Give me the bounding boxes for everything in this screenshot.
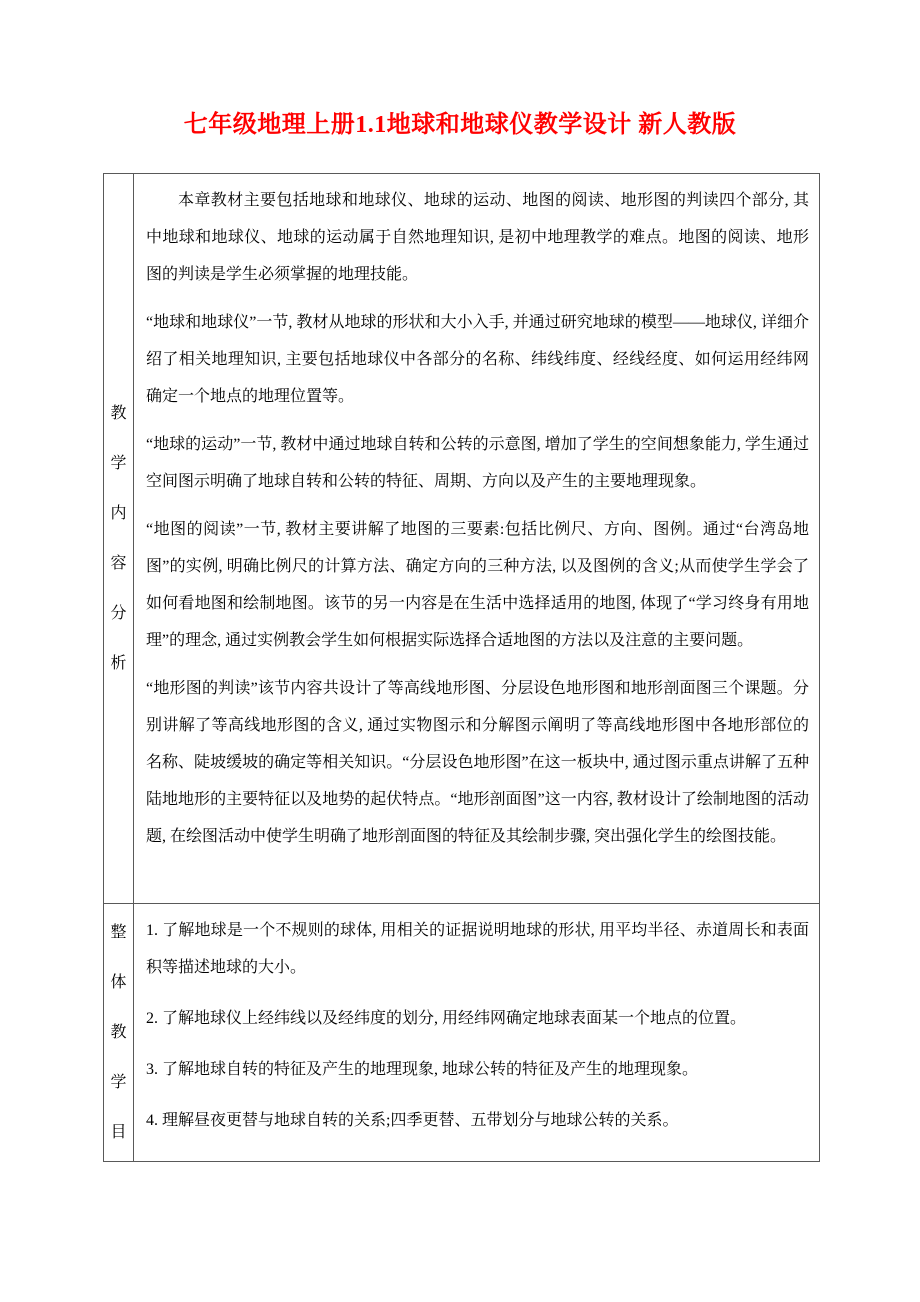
goal-item-4: 4. 理解昼夜更替与地球自转的关系;四季更替、五带划分与地球公转的关系。 xyxy=(146,1112,679,1129)
lesson-plan-table xyxy=(103,173,820,1162)
content-analysis-cell xyxy=(134,174,820,904)
label-char: 学 xyxy=(110,454,127,472)
table-row-teaching-goals xyxy=(104,904,820,1162)
page-title: 七年级地理上册1.1地球和地球仪教学设计 新人教版 xyxy=(183,112,737,138)
label-char: 内 xyxy=(110,504,127,522)
paragraph-chapter-overview: 本章教材主要包括地球和地球仪、地球的运动、地图的阅读、地形图的判读四个部分, 其中地球和地球仪、地球的运动属于自然地理知识, 是初中地理教学的难点。地图的阅读、地形图的判读是学生必须掌握的地理技能。 xyxy=(146,192,809,283)
label-char: 学 xyxy=(110,1073,127,1091)
label-char: 分 xyxy=(110,604,127,622)
paragraph-map-reading: “地图的阅读”一节, 教材主要讲解了地图的三要素:包括比例尺、方向、图例。通过“台湾岛地图”的实例, 明确比例尺的计算方法、确定方向的三种方法, 以及图例的含义;从而使学生学会了如何看地图和绘制地图。该节的另一内容是在生活中选择适用的地图, 体现了“学习终身有用地理”的理念, 通过实例教会学生如何根据实际选择合适地图的方法以及注意的主要问题。 xyxy=(146,521,809,649)
goal-item-3: 3. 了解地球自转的特征及产生的地理现象, 地球公转的特征及产生的地理现象。 xyxy=(146,1061,699,1078)
row-label-cell xyxy=(104,904,134,1162)
goal-item-2: 2. 了解地球仪上经纬线以及经纬度的划分, 用经纬网确定地球表面某一个地点的位置。 xyxy=(146,1010,747,1027)
label-char: 目 xyxy=(110,1123,127,1141)
paragraph-earth-and-globe: “地球和地球仪”一节, 教材从地球的形状和大小入手, 并通过研究地球的模型——地球仪, 详细介绍了相关地理知识, 主要包括地球仪中各部分的名称、纬线纬度、经线经度、如何运用经纬网确定一个地点的地理位置等。 xyxy=(146,314,809,405)
table-row-content-analysis xyxy=(104,174,820,904)
row-label-content-analysis xyxy=(104,389,133,689)
label-char: 整 xyxy=(110,923,127,941)
paragraph-terrain-map: “地形图的判读”该节内容共设计了等高线地形图、分层设色地形图和地形剖面图三个课题。分别讲解了等高线地形图的含义, 通过实物图示和分解图示阐明了等高线地形图中各地形部位的名称、陡坡缓坡的确定等相关知识。“分层设色地形图”在这一板块中, 通过图示重点讲解了五种陆地地形的主要特征以及地势的起伏特点。“地形剖面图”这一内容, 教材设计了绘制地图的活动题, 在绘图活动中使学生明确了地形剖面图的特征及其绘制步骤, 突出强化学生的绘图技能。 xyxy=(146,680,809,845)
label-char: 析 xyxy=(110,654,127,672)
label-char: 体 xyxy=(110,973,127,991)
teaching-goals-cell xyxy=(134,904,820,1162)
row-label-teaching-goals xyxy=(104,908,133,1158)
label-char: 容 xyxy=(110,554,127,572)
paragraph-earth-movement: “地球的运动”一节, 教材中通过地球自转和公转的示意图, 增加了学生的空间想象能力, 学生通过空间图示明确了地球自转和公转的特征、周期、方向以及产生的主要地理现象。 xyxy=(146,436,809,490)
label-char: 教 xyxy=(110,1023,127,1041)
row-label-cell xyxy=(104,174,134,904)
goal-item-1: 1. 了解地球是一个不规则的球体, 用相关的证据说明地球的形状, 用平均半径、赤道周长和表面积等描述地球的大小。 xyxy=(146,922,809,976)
label-char: 教 xyxy=(110,404,127,422)
